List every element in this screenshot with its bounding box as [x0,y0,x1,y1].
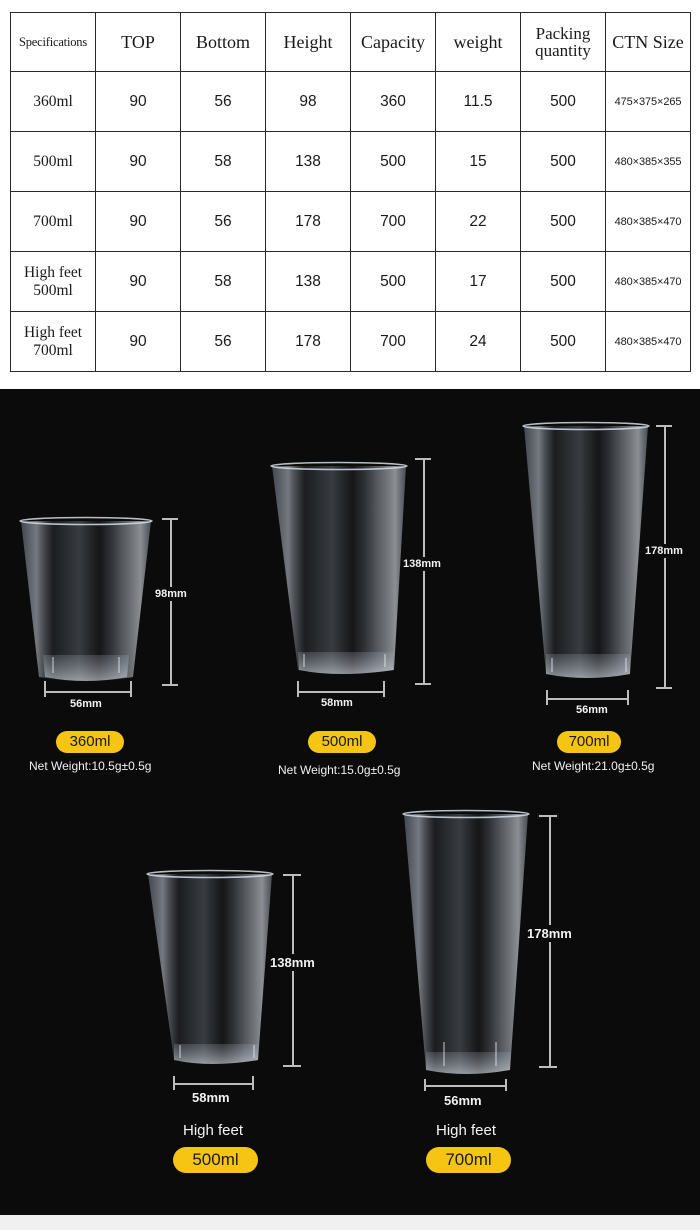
bottom-label: 58mm [321,697,353,709]
bottom-label: 56mm [444,1093,482,1108]
cell-spec-line2: 700ml [33,341,73,359]
cell-spec-line1: High feet [23,263,83,281]
cell-top: 90 [96,72,181,132]
cell-height: 138 [266,132,351,192]
cup-high-feet-500ml-image [146,870,274,1070]
cell-capacity: 700 [351,312,436,372]
header-packing-quantity [521,13,606,72]
cell-capacity: 500 [351,252,436,312]
cell-ctn-size: 480×385×470 [606,192,691,252]
table-row [11,192,691,252]
header-packing-line2: quantity [535,41,591,60]
cell-packing-quantity: 500 [521,72,606,132]
cell-spec: 500ml [11,132,96,192]
cup-500ml-image [270,462,408,680]
cell-spec-line1: High feet [23,323,83,341]
cell-spec: 700ml [11,192,96,252]
spec-table [10,12,691,372]
cell-top: 90 [96,312,181,372]
header-top: TOP [96,13,181,72]
net-weight-700ml: Net Weight:21.0g±0.5g [532,759,655,773]
cell-height: 138 [266,252,351,312]
cell-weight: 17 [436,252,521,312]
cup-high-feet-700ml-image [402,810,530,1080]
header-weight: weight [436,13,521,72]
cell-capacity: 500 [351,132,436,192]
bottom-label: 56mm [70,698,102,710]
height-label: 178mm [645,545,683,557]
cell-bottom: 56 [181,192,266,252]
header-ctn-size: CTN Size [606,13,691,72]
cell-bottom: 56 [181,312,266,372]
cell-ctn-size: 475×375×265 [606,72,691,132]
net-weight-500ml: Net Weight:15.0g±0.5g [278,763,401,777]
footer-strip [0,1215,700,1230]
cell-spec [11,252,96,312]
height-label: 98mm [155,588,187,600]
cup-360ml-image [19,517,153,687]
cell-packing-quantity: 500 [521,252,606,312]
header-capacity: Capacity [351,13,436,72]
table-header-row [11,13,691,72]
cell-weight: 11.5 [436,72,521,132]
cell-bottom: 56 [181,72,266,132]
variant-label-high-feet-500ml: High feet [183,1122,244,1139]
cell-packing-quantity: 500 [521,312,606,372]
cell-height: 178 [266,312,351,372]
cell-ctn-size: 480×385×355 [606,132,691,192]
capacity-badge-high-feet-700ml: 700ml [426,1147,511,1173]
bottom-label: 58mm [192,1090,230,1105]
table-row [11,252,691,312]
cup-700ml-image [522,422,650,684]
cell-weight: 24 [436,312,521,372]
cell-height: 98 [266,72,351,132]
variant-label-high-feet-700ml: High feet [436,1122,497,1139]
cell-spec: 360ml [11,72,96,132]
net-weight-360ml: Net Weight:10.5g±0.5g [29,759,152,773]
height-label: 138mm [270,955,315,970]
cell-bottom: 58 [181,132,266,192]
capacity-badge-high-feet-500ml: 500ml [173,1147,258,1173]
height-label: 138mm [403,558,441,570]
cell-packing-quantity: 500 [521,132,606,192]
bottom-label: 56mm [576,704,608,716]
cell-ctn-size: 480×385×470 [606,312,691,372]
capacity-badge-500ml: 500ml [308,731,376,753]
cell-top: 90 [96,252,181,312]
header-bottom: Bottom [181,13,266,72]
cell-spec-line2: 500ml [33,281,73,299]
height-label: 178mm [527,926,572,941]
cell-weight: 22 [436,192,521,252]
table-row [11,132,691,192]
capacity-badge-360ml: 360ml [56,731,124,753]
capacity-badge-700ml: 700ml [557,731,621,753]
cell-spec [11,312,96,372]
cell-capacity: 700 [351,192,436,252]
cell-bottom: 58 [181,252,266,312]
cell-weight: 15 [436,132,521,192]
cell-ctn-size: 480×385×470 [606,252,691,312]
cell-height: 178 [266,192,351,252]
cell-packing-quantity: 500 [521,192,606,252]
cell-top: 90 [96,192,181,252]
header-height: Height [266,13,351,72]
header-specifications: Specifications [11,13,96,72]
table-row [11,72,691,132]
table-row [11,312,691,372]
cell-top: 90 [96,132,181,192]
cell-capacity: 360 [351,72,436,132]
header-packing-line1: Packing [535,24,591,43]
